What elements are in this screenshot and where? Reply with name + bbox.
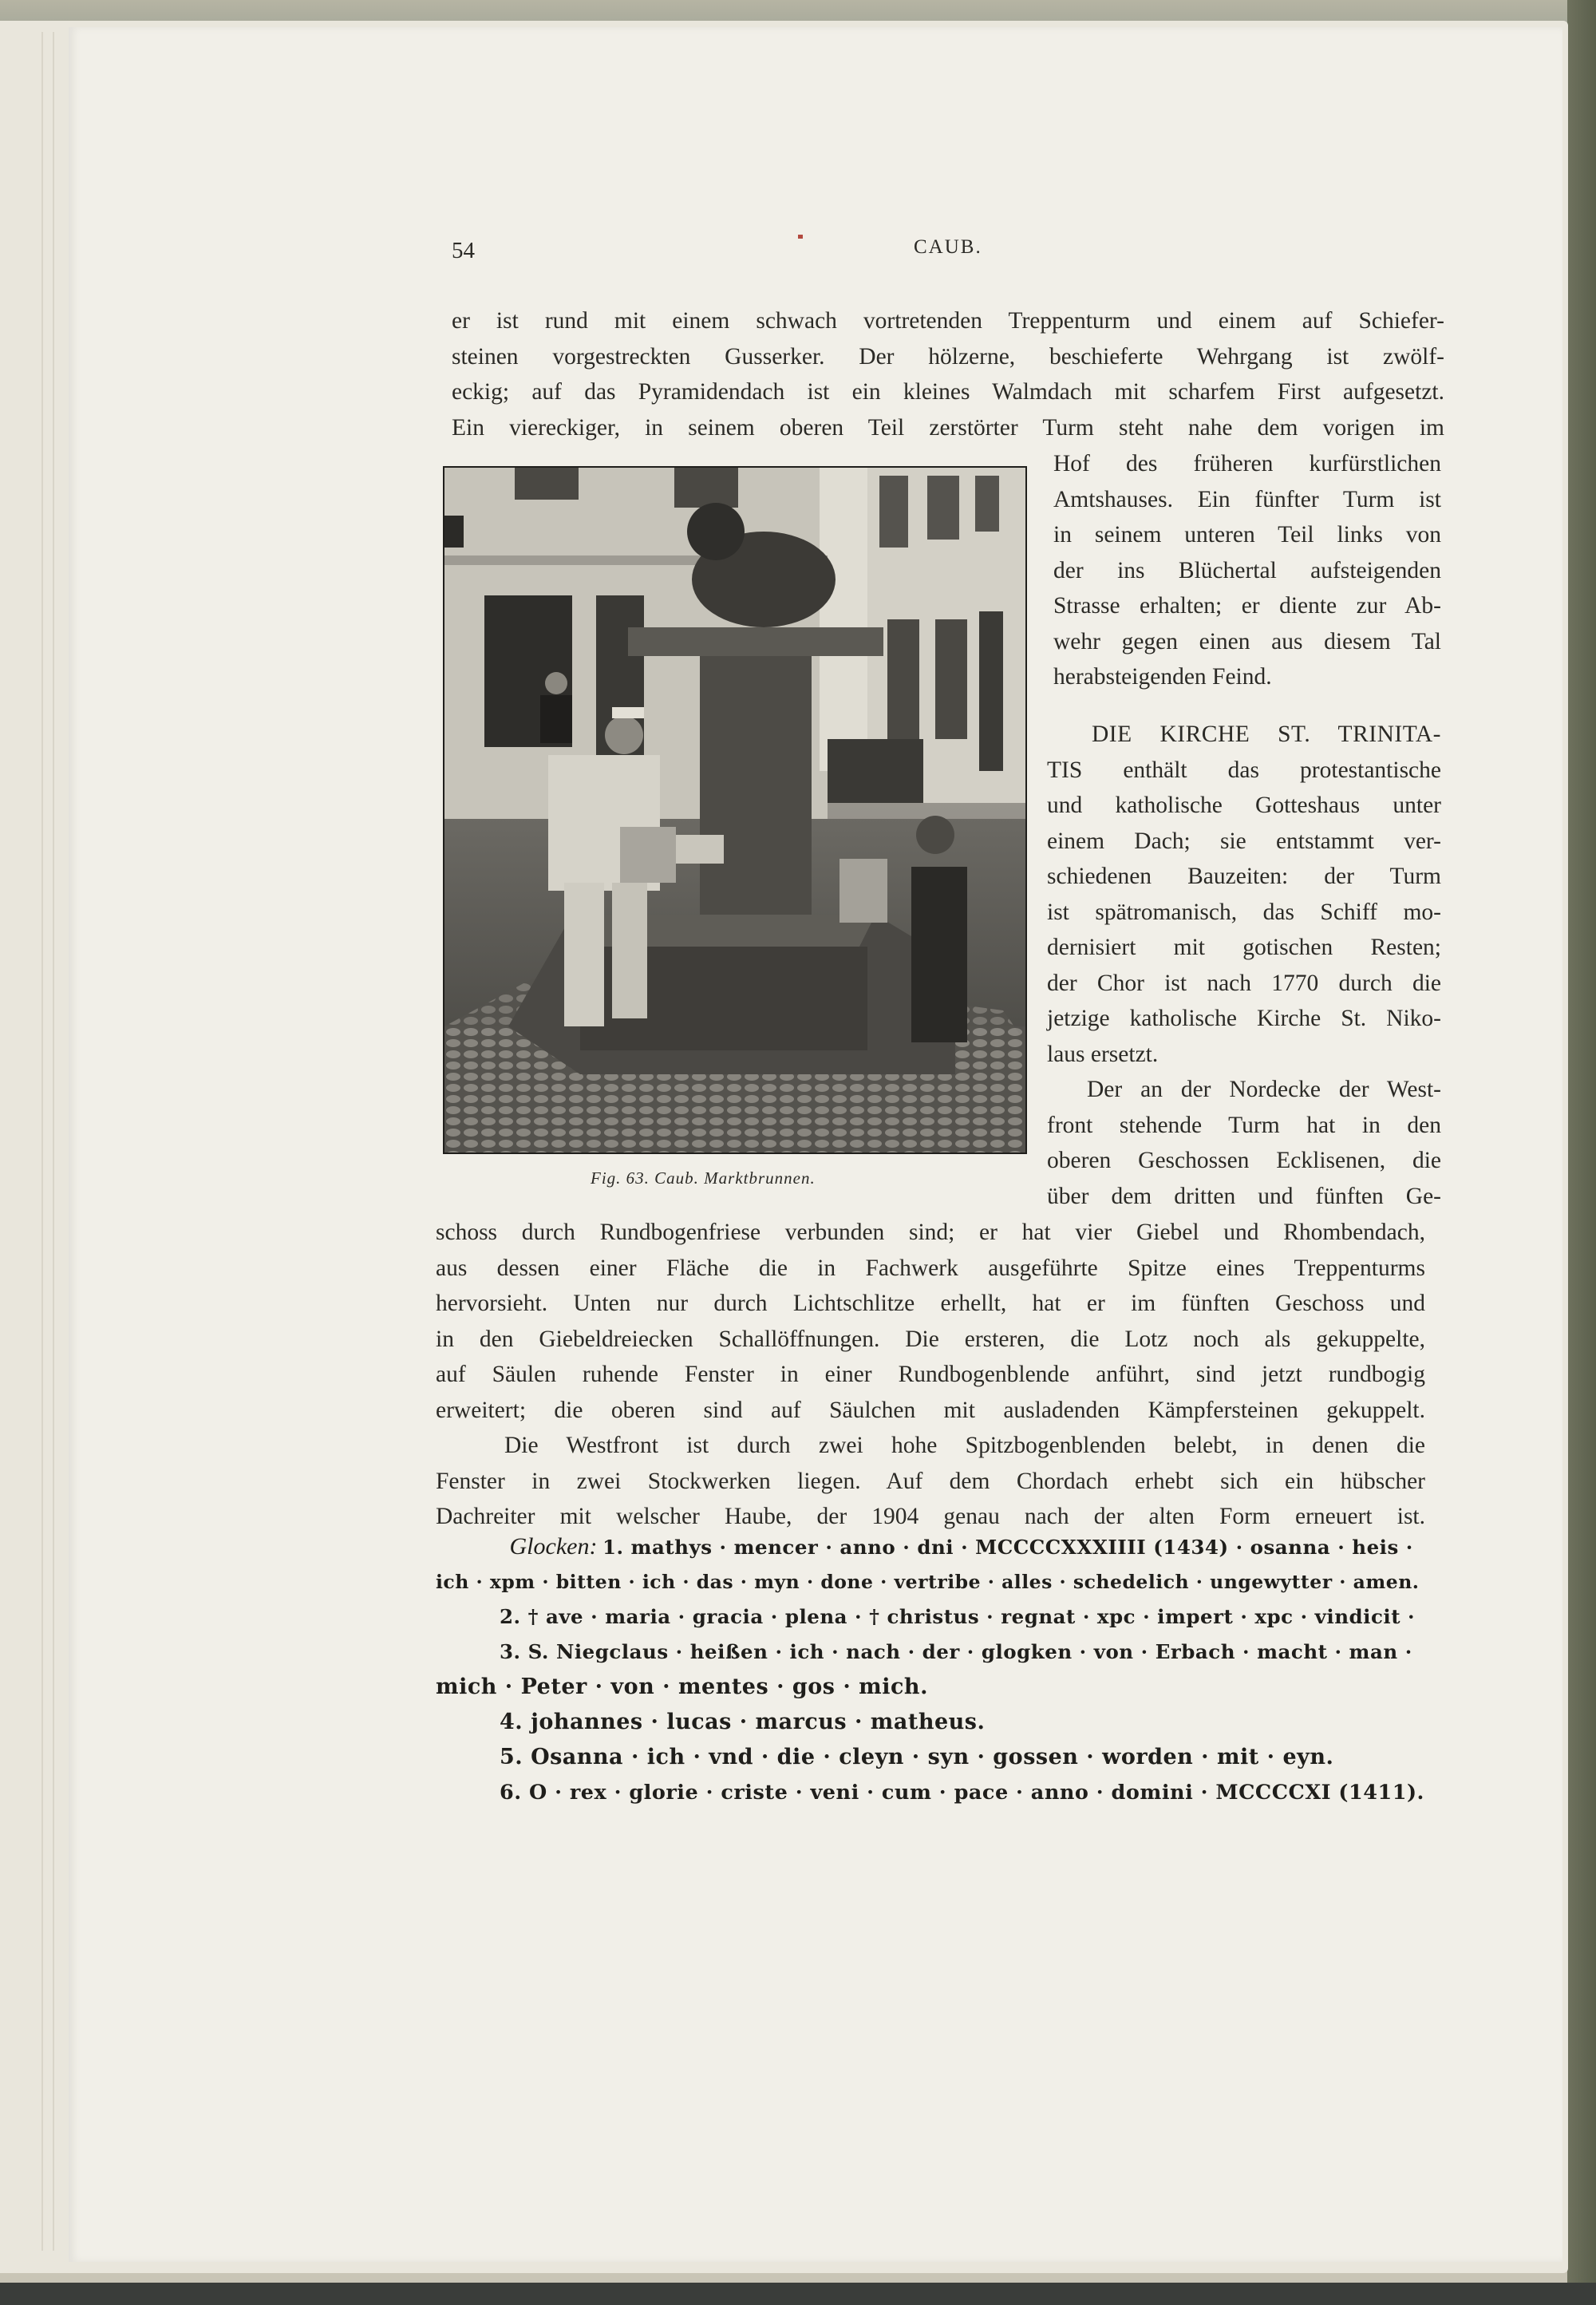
bell-line: 6. O · rex · glorie · criste · veni · cum · pace · anno · domini · MCCCCXI (1411).: [500, 1781, 1424, 1805]
bell-line: [436, 1529, 1425, 1564]
bell-line: 2. † ave · maria · gracia · plena · † christus · regnat · xpc · impert · xpc · vindicit ·: [500, 1605, 1416, 1628]
text-line: front stehende Turm hat in den: [1047, 1112, 1441, 1138]
fountain-photograph: [443, 466, 1027, 1154]
text-line: der Chor ist nach 1770 durch die: [1047, 970, 1441, 996]
text-line: erweitert; die oberen sind auf Säulchen mit ausladenden Kämpfersteinen gekuppelt.: [436, 1397, 1425, 1423]
photo-illustration: [444, 468, 1025, 1152]
top-paragraph: [452, 303, 1444, 445]
bells-label: Glocken:: [509, 1533, 598, 1560]
text-line: der ins Blüchertal aufsteigenden: [1053, 557, 1441, 583]
text-line: Amtshauses. Ein fünfter Turm ist: [1053, 486, 1441, 512]
text-line: schiedenen Bauzeiten: der Turm: [1047, 864, 1441, 889]
cover-spine-edge: [1567, 0, 1596, 2283]
bell-line: 3. S. Niegclaus · heißen · ich · nach · der · glogken · von · Erbach · macht · man ·: [500, 1640, 1412, 1663]
right-column-paragraph: [1053, 446, 1441, 695]
text-line: Fenster in zwei Stockwerken liegen. Auf dem Chordach erhebt sich ein hübscher: [436, 1468, 1425, 1494]
text-line: wehr gegen einen aus diesem Tal: [1053, 628, 1441, 654]
bottom-paragraph: [436, 1215, 1425, 1535]
figure-caption: Fig. 63. Caub. Marktbrunnen.: [591, 1168, 816, 1188]
text-line: ist spätromanisch, das Schiff mo-: [1047, 899, 1441, 925]
page-edge-line: [41, 32, 43, 2251]
bell-line: 4. johannes · lucas · marcus · matheus.: [500, 1710, 986, 1734]
text-line: Strasse erhalten; er diente zur Ab-: [1053, 593, 1441, 619]
bell-inscription: 1. mathys · mencer · anno · dni · MCCCCXXXIIII (1434) · osanna · heis ·: [602, 1536, 1413, 1559]
text-line: einem Dach; sie entstammt ver-: [1047, 828, 1441, 854]
text-line: über dem dritten und fünften Ge-: [1047, 1183, 1441, 1209]
text-line: herabsteigenden Feind.: [1053, 664, 1272, 690]
text-line: jetzige katholische Kirche St. Niko-: [1047, 1006, 1441, 1031]
text-line: hervorsieht. Unten nur durch Lichtschlitze erhellt, hat er im fünften Geschoss und: [436, 1291, 1425, 1316]
text-line: Dachreiter mit welscher Haube, der 1904 genau nach der alten Form erneuert ist.: [436, 1504, 1425, 1529]
text-line: dernisiert mit gotischen Resten;: [1047, 935, 1441, 960]
page-number: 54: [452, 238, 475, 263]
text-line: steinen vorgestreckten Gusserker. Der hölzerne, beschieferte Wehrgang ist zwölf-: [452, 343, 1444, 370]
text-line: Die Westfront ist durch zwei hohe Spitzbogenblenden belebt, in denen die: [504, 1433, 1425, 1458]
text-line: aus dessen einer Fläche die in Fachwerk ausgeführte Spitze eines Treppenturms: [436, 1255, 1425, 1281]
text-line: TIS enthält das protestantische: [1047, 757, 1441, 783]
text-line: Ein viereckiger, in seinem oberen Teil zerstörter Turm steht nahe dem vorigen im: [452, 414, 1444, 441]
text-line: Hof des früheren kurfürstlichen: [1053, 451, 1441, 476]
text-line: auf Säulen ruhende Fenster in einer Rundbogenblende anführt, sind jetzt rundbogig: [436, 1362, 1425, 1387]
bell-line: mich · Peter · von · mentes · gos · mich.: [436, 1674, 928, 1699]
text-line: schoss durch Rundbogenfriese verbunden sind; er hat vier Giebel und Rhombendach,: [436, 1220, 1425, 1245]
running-title: CAUB.: [914, 236, 982, 258]
bell-line: 5. Osanna · ich · vnd · die · cleyn · syn · gossen · worden · mit · eyn.: [500, 1745, 1334, 1769]
text-line: und katholische Gotteshaus unter: [1047, 793, 1441, 818]
text-line: laus ersetzt.: [1047, 1041, 1159, 1067]
text-line: in den Giebeldreiecken Schallöffnungen. Die ersteren, die Lotz noch als gekuppelte,: [436, 1326, 1425, 1352]
text-line: in seinem unteren Teil links von: [1053, 522, 1441, 548]
tower-paragraph: [1047, 1072, 1441, 1214]
ink-mark: [798, 235, 803, 239]
text-line: oberen Geschossen Ecklisenen, die: [1047, 1148, 1441, 1173]
text-line: er ist rund mit einem schwach vortretenden Treppenturm und einem auf Schiefer-: [452, 308, 1444, 334]
bells-section: [436, 1529, 1425, 1810]
bell-line: ich · xpm · bitten · ich · das · myn · done · vertribe · alles · schedelich · ungewytter · amen.: [436, 1571, 1420, 1593]
text-line: Der an der Nordecke der West-: [1087, 1077, 1441, 1102]
text-line: eckig; auf das Pyramidendach ist ein kleines Walmdach mit scharfem First aufgesetzt.: [452, 379, 1444, 405]
church-paragraph: [1047, 717, 1441, 1072]
page-edge-line: [53, 32, 54, 2251]
section-heading-line: DIE KIRCHE ST. TRINITA-: [1092, 722, 1441, 747]
